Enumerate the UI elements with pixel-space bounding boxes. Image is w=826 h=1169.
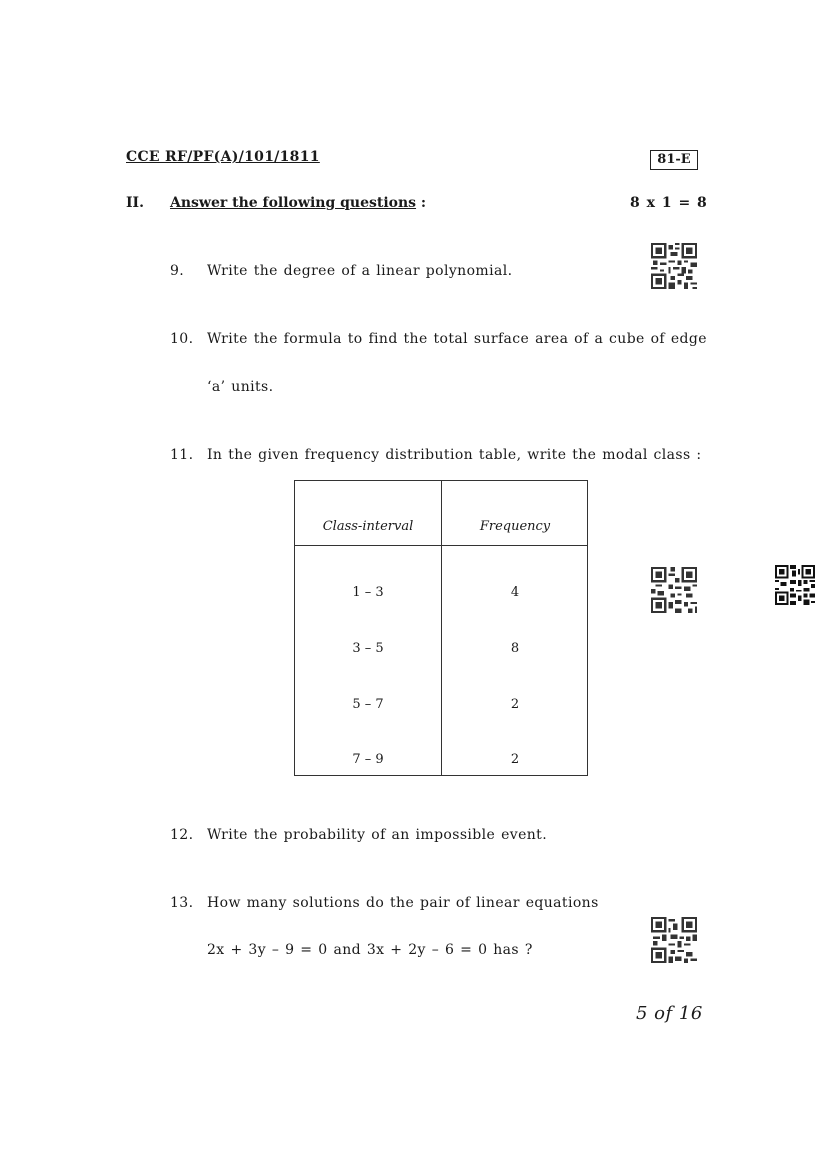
section-title-text: Answer the following questions: [170, 195, 417, 211]
frequency-table: [294, 480, 588, 776]
qr-code-icon: [775, 565, 815, 605]
question-12-text: Write the probability of an impossible event.: [207, 827, 548, 843]
table-cell: 7 – 9: [352, 752, 384, 767]
section-number: II.: [126, 195, 144, 211]
table-cell: 3 – 5: [352, 641, 384, 656]
table-header-class-interval: Class-interval: [322, 519, 414, 534]
question-12-number: 12.: [170, 827, 194, 843]
question-13-text: How many solutions do the pair of linear equations: [207, 895, 599, 911]
table-cell: 2: [510, 697, 520, 712]
paper-code-box: 81-E: [650, 150, 698, 170]
section-marks: 8 x 1 = 8: [630, 195, 707, 211]
question-11-number: 11.: [170, 447, 194, 463]
question-13-equations: 2x + 3y – 9 = 0 and 3x + 2y – 6 = 0 has ?: [207, 942, 533, 958]
qr-code-icon: [651, 243, 697, 289]
question-10-text: Write the formula to find the total surface area of a cube of edge: [207, 331, 707, 347]
table-cell: 4: [510, 585, 520, 600]
table-cell: 8: [510, 641, 520, 656]
qr-code-icon: [651, 917, 697, 963]
table-divider-horizontal: [295, 545, 587, 546]
question-13-number: 13.: [170, 895, 194, 911]
qr-code-icon: [651, 567, 697, 613]
document-code: CCE RF/PF(A)/101/1811: [126, 149, 320, 165]
question-9-text: Write the degree of a linear polynomial.: [207, 263, 513, 279]
table-header-frequency: Frequency: [479, 519, 551, 534]
table-cell: 5 – 7: [352, 697, 384, 712]
section-title-colon: :: [420, 195, 427, 211]
question-10-number: 10.: [170, 331, 194, 347]
question-11-text: In the given frequency distribution table, write the modal class :: [207, 447, 702, 463]
question-9-number: 9.: [170, 263, 185, 279]
section-title: [170, 195, 426, 211]
question-10-text-line2: ‘a’ units.: [207, 379, 274, 395]
table-cell: 2: [510, 752, 520, 767]
table-cell: 1 – 3: [352, 585, 384, 600]
page-number: 5 of 16: [636, 1003, 703, 1024]
